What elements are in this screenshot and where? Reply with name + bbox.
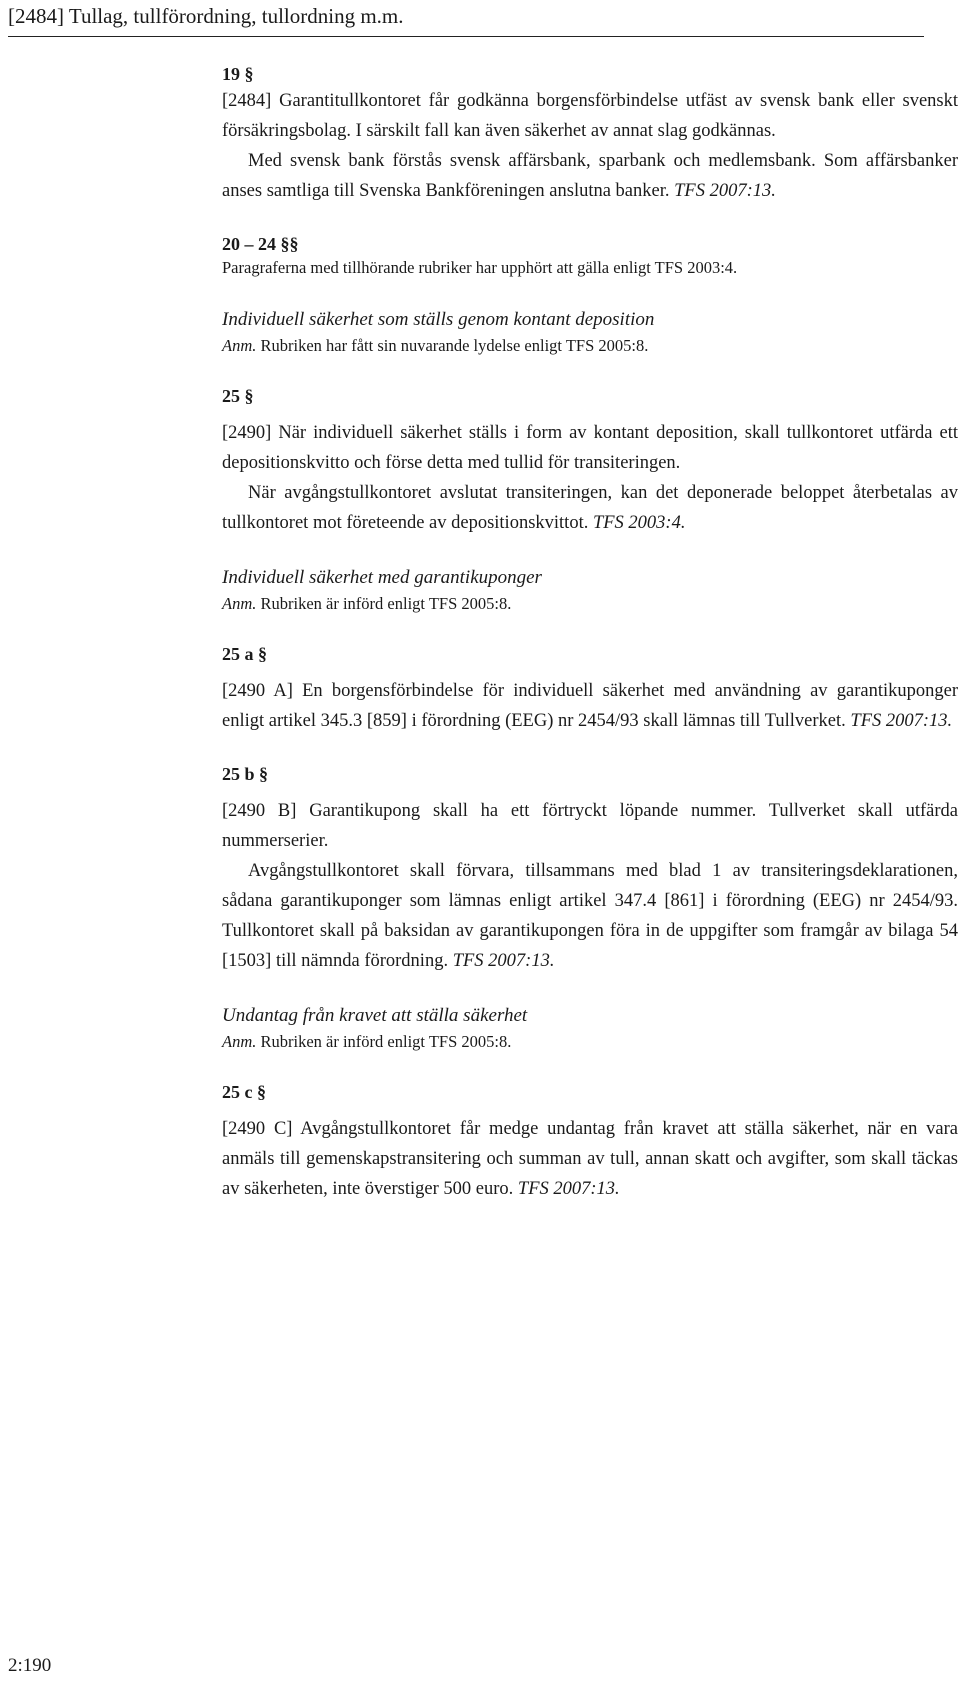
- section-25b-paragraph-1: [2490 B] Garantikupong skall ha ett förtryckt löpande nummer. Tullverket skall utfärda nummerserier.: [222, 801, 958, 851]
- section-number-25b: 25 b §: [222, 764, 269, 784]
- heading-garantikuponger-note: [222, 592, 958, 616]
- section-25-paragraph-1: [2490] När individuell säkerhet ställs i form av kontant deposition, skall tullkontoret utfärda ett depositionskvitto och förse detta med tullid för transiteringen.: [222, 423, 958, 473]
- document-body: [222, 62, 958, 1204]
- heading-kontant-deposition-note: [222, 334, 958, 358]
- section-25a-reference: TFS 2007:13.: [850, 711, 953, 731]
- section-20-24-note: Paragraferna med tillhörande rubriker har upphört att gälla enligt TFS 2003:4.: [222, 258, 738, 277]
- section-25-paragraph-2: [222, 478, 958, 538]
- section-25b-reference: TFS 2007:13.: [452, 951, 555, 971]
- section-19-paragraph-2: [222, 146, 958, 206]
- section-number-25a: 25 a §: [222, 644, 267, 664]
- section-19-paragraph-1: [2484] Garantitullkontoret får godkänna borgensförbindelse utfäst av svensk bank eller svenskt försäkringsbolag. I särskilt fall kan även säkerhet av annat slag godkännas.: [222, 91, 958, 141]
- section-25-paragraph-2-text: När avgångstullkontoret avslutat transiteringen, kan det deponerade beloppet återbetalas av tullkontoret mot företeende av depositionskvittot.: [222, 483, 958, 533]
- heading-undantag-note: [222, 1030, 958, 1054]
- anm-label: Anm.: [222, 336, 257, 355]
- section-25a-paragraph-1-text: [2490 A] En borgensförbindelse för individuell säkerhet med användning av garantikuponger enligt artikel 345.3 [859] i förordning (EEG) nr 2454/93 skall lämnas till Tullverket.: [222, 681, 958, 731]
- section-19-paragraph-2-text: Med svensk bank förstås svensk affärsbank, sparbank och medlemsbank. Som affärsbanker anses samtliga till Svenska Bankföreningen anslutna banker.: [222, 151, 958, 201]
- section-25b-paragraph-2: [222, 856, 958, 976]
- section-25a-paragraph-1: [222, 676, 958, 736]
- heading-garantikuponger: Individuell säkerhet med garantikuponger: [222, 567, 542, 588]
- heading-kontant-deposition: Individuell säkerhet som ställs genom kontant deposition: [222, 309, 655, 330]
- header-rule: [8, 36, 924, 37]
- anm-label: Anm.: [222, 594, 257, 613]
- heading-undantag: Undantag från kravet att ställa säkerhet: [222, 1005, 528, 1026]
- section-number-25: 25 §: [222, 386, 254, 406]
- running-header: [2484] Tullag, tullförordning, tullordning m.m.: [8, 4, 404, 28]
- section-number-25c: 25 c §: [222, 1082, 266, 1102]
- heading-note-text: Rubriken är införd enligt TFS 2005:8.: [260, 594, 512, 613]
- section-25c-paragraph-1-text: [2490 C] Avgångstullkontoret får medge undantag från kravet att ställa säkerhet, när en vara anmäls till gemenskapstransitering och summan av tull, annan skatt och avgifter, som skall täckas av säkerheten, inte överstiger 500 euro.: [222, 1119, 958, 1199]
- section-25b-paragraph-2-text: Avgångstullkontoret skall förvara, tillsammans med blad 1 av transiteringsdeklarationen, sådana garantikuponger som lämnas enligt artikel 347.4 [861] i förordning (EEG) nr 2454/93. Tullkontoret skall på baksidan av garantikupongen föra in de uppgifter som framgår av bilaga 54 [1503] till nämnda förordning.: [222, 861, 958, 971]
- section-25-reference: TFS 2003:4.: [592, 513, 686, 533]
- section-number-19: 19 §: [222, 64, 254, 84]
- section-19-reference: TFS 2007:13.: [674, 181, 776, 201]
- section-number-20-24: 20 – 24 §§: [222, 234, 299, 254]
- heading-note-text: Rubriken har fått sin nuvarande lydelse enligt TFS 2005:8.: [260, 336, 649, 355]
- heading-note-text: Rubriken är införd enligt TFS 2005:8.: [260, 1032, 512, 1051]
- page-number: 2:190: [8, 1655, 52, 1676]
- section-25c-reference: TFS 2007:13.: [517, 1179, 620, 1199]
- section-25c-paragraph-1: [222, 1114, 958, 1204]
- anm-label: Anm.: [222, 1032, 257, 1051]
